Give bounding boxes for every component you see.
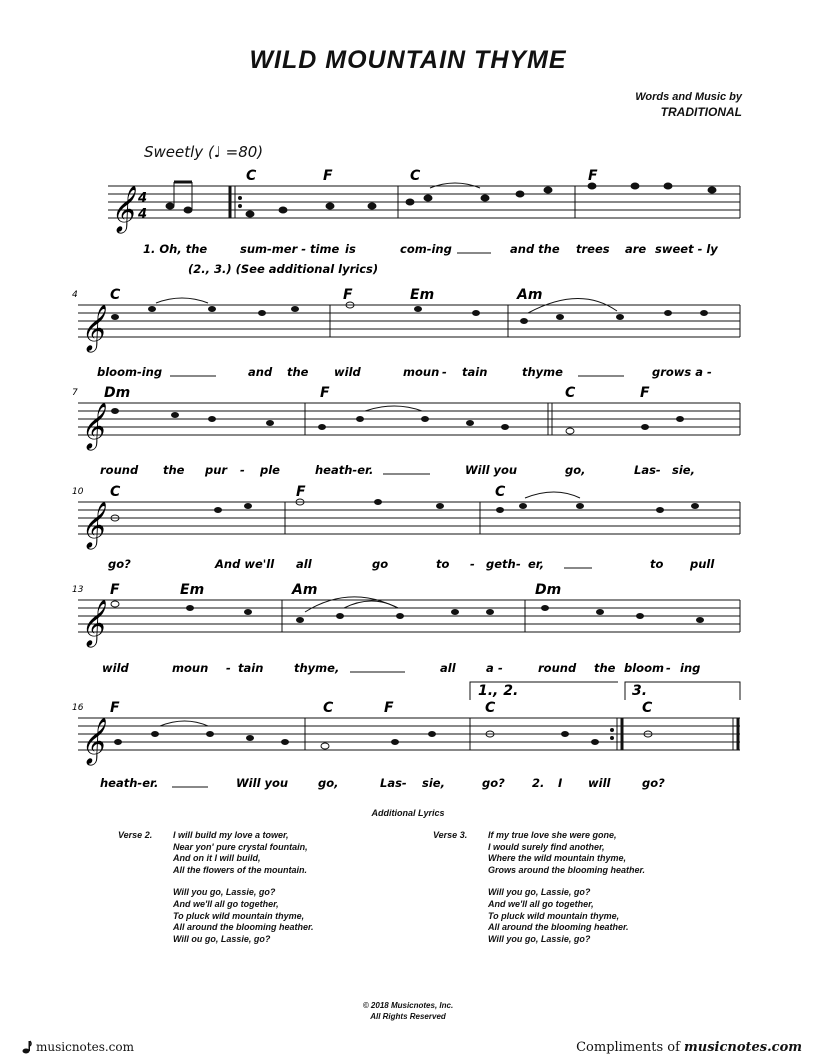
lyric: heath-er. (100, 776, 159, 790)
measure-number: 16 (72, 703, 84, 713)
chord-symbol: F (343, 287, 353, 303)
lyric: geth (486, 557, 516, 571)
lyric: will (588, 776, 611, 790)
chord-symbol: C (642, 700, 653, 716)
staff-system-5 (0, 578, 816, 678)
lyric: ple (260, 463, 280, 477)
lyric: the (163, 463, 185, 477)
lyric: and (248, 365, 273, 379)
chord-symbol: C (565, 385, 576, 401)
lyric: And we'll (215, 557, 275, 571)
lyric: bloom-ing (97, 365, 163, 379)
lyric-secondary: (2., 3.) (See additional lyrics) (188, 262, 379, 276)
chord-symbol: F (588, 168, 598, 184)
composer: TRADITIONAL (660, 105, 742, 119)
chord-symbol: Em (410, 287, 435, 303)
lyric: to (650, 557, 664, 571)
lyric-line: All the flowers of the mountain. (173, 864, 308, 875)
lyric: go? (108, 557, 131, 571)
chord-symbol: F (323, 168, 333, 184)
lyric: - (516, 557, 521, 571)
lyric: ing (680, 661, 701, 675)
lyric-line: I will build my love a tower, (173, 830, 289, 840)
chord-symbol: C (495, 484, 506, 500)
lyric: pur (205, 463, 228, 477)
music-note-icon (22, 1040, 32, 1054)
chord-symbol: F (640, 385, 650, 401)
chord-symbol: F (110, 700, 120, 716)
lyric: to (436, 557, 450, 571)
chord-symbol: Am (292, 582, 318, 598)
lyric-line: And we'll all go together, (488, 898, 594, 909)
song-title: WILD MOUNTAIN THYME (249, 46, 567, 74)
lyric-line: And on it I will build, (173, 853, 261, 864)
lyric: a (486, 661, 494, 675)
tempo-marking: Sweetly (♩ =80) (144, 143, 264, 161)
lyric: Will you (236, 776, 289, 790)
lyric: Las- (634, 463, 661, 477)
measure-number: 7 (72, 388, 78, 398)
verse-label: Verse 3. (433, 830, 468, 840)
chord-symbol: C (485, 700, 496, 716)
lyric: sweet - ly (655, 242, 718, 256)
lyric: bloom (624, 661, 664, 675)
credits-line: Words and Music by (635, 91, 742, 103)
chord-symbol: C (410, 168, 421, 184)
lyric-line: To pluck wild mountain thyme, (488, 910, 620, 921)
lyric-line: Will you go, Lassie, go? (488, 933, 591, 944)
treble-clef-icon: 𝄞 (80, 305, 104, 351)
footer-compliments (576, 1040, 802, 1055)
chord-symbol: C (323, 700, 334, 716)
lyric-line: Will you go, Lassie, go? (488, 887, 591, 898)
lyric: go (372, 557, 389, 571)
lyric: is (345, 242, 356, 256)
lyric: all (296, 557, 312, 571)
lyric: Will you (465, 463, 518, 477)
lyric: and the (510, 242, 560, 256)
lyric: go, (318, 776, 339, 790)
lyric: - (666, 661, 671, 675)
additional-lyrics-title: Additional Lyrics (371, 808, 445, 818)
chord-symbol: Dm (104, 385, 131, 401)
lyric: go, (565, 463, 586, 477)
chord-symbol: Am (517, 287, 543, 303)
staff-system-1 (0, 160, 816, 285)
lyric: are (625, 242, 647, 256)
lyric: go? (642, 776, 665, 790)
staff-system-2 (0, 285, 816, 385)
lyric: thyme, (294, 661, 340, 675)
lyric: com-ing (400, 242, 452, 256)
lyric: - (240, 463, 245, 477)
lyric: pull (690, 557, 715, 571)
svg-text:4: 4 (138, 207, 148, 222)
lyric-line: To pluck wild mountain thyme, (173, 910, 305, 921)
lyric: the (594, 661, 616, 675)
lyric: sie, (672, 463, 695, 477)
chord-symbol: F (384, 700, 394, 716)
lyric: trees (576, 242, 610, 256)
chord-symbol: F (296, 484, 306, 500)
lyric-line: Near yon' pure crystal fountain, (173, 841, 308, 852)
treble-clef-icon: 𝄞 (110, 186, 134, 232)
measure-number: 10 (72, 487, 84, 497)
chord-symbol: Em (180, 582, 205, 598)
lyric: grows a - (652, 365, 712, 379)
copyright-line: © 2018 Musicnotes, Inc. (362, 1001, 454, 1010)
lyric-line: And we'll all go together, (173, 898, 279, 909)
lyric: the (287, 365, 309, 379)
copyright-line: All Rights Reserved (370, 1012, 446, 1021)
verse-label: Verse 2. (118, 830, 153, 840)
footer-site-text: musicnotes.com (36, 1040, 134, 1054)
lyric: 1. Oh, the (143, 242, 208, 256)
lyric: tain (238, 661, 264, 675)
svg-text:4: 4 (138, 191, 148, 206)
lyric-line: All around the blooming heather. (173, 922, 314, 933)
lyric-line: Where the wild mountain thyme, (488, 853, 627, 864)
footer-site-link[interactable] (22, 1040, 134, 1054)
staff-system-3 (0, 383, 816, 483)
ending-bracket-label: 1., 2. (478, 683, 519, 699)
chord-symbol: C (110, 287, 121, 303)
lyric: - (226, 661, 231, 675)
lyric-line: Will ou go, Lassie, go? (173, 933, 271, 944)
lyric: - (498, 661, 503, 675)
chord-symbol: Dm (535, 582, 562, 598)
treble-clef-icon: 𝄞 (80, 502, 104, 548)
staff-system-4 (0, 480, 816, 580)
lyric: all (440, 661, 456, 675)
footer-prefix: Compliments of (576, 1040, 680, 1055)
lyric: wild (334, 365, 361, 379)
lyric: thyme (522, 365, 563, 379)
footer-brand[interactable]: musicnotes.com (684, 1040, 802, 1055)
ending-bracket-label: 3. (632, 683, 648, 699)
staff-system-6 (0, 680, 816, 795)
chord-symbol: F (320, 385, 330, 401)
lyric: er, (528, 557, 545, 571)
lyric: moun (403, 365, 440, 379)
lyric-line: I would surely find another, (488, 841, 605, 852)
lyric: round (100, 463, 139, 477)
lyric: moun (172, 661, 209, 675)
treble-clef-icon: 𝄞 (80, 718, 104, 764)
chord-symbol: C (110, 484, 121, 500)
lyric: heath-er. (315, 463, 374, 477)
copyright (0, 1000, 816, 1022)
lyric: sie, (422, 776, 445, 790)
measure-number: 4 (72, 290, 78, 300)
measure-number: 13 (72, 585, 84, 595)
credits (635, 90, 742, 120)
lyric: tain (462, 365, 488, 379)
lyric-line: Will you go, Lassie, go? (173, 887, 276, 898)
lyric: I (558, 776, 563, 790)
lyric: go? (482, 776, 505, 790)
lyric: Las- (380, 776, 407, 790)
lyric-line: Grows around the blooming heather. (488, 864, 646, 875)
lyric: - (442, 365, 447, 379)
treble-clef-icon: 𝄞 (80, 600, 104, 646)
lyric: wild (102, 661, 129, 675)
lyric: sum-mer - time (240, 242, 340, 256)
chord-symbol: F (110, 582, 120, 598)
treble-clef-icon: 𝄞 (80, 403, 104, 449)
lyric: 2. (532, 776, 545, 790)
lyric-line: All around the blooming heather. (488, 922, 629, 933)
lyric-line: If my true love she were gone, (488, 830, 617, 840)
lyric: round (538, 661, 577, 675)
lyric: - (470, 557, 475, 571)
chord-symbol: C (246, 168, 257, 184)
